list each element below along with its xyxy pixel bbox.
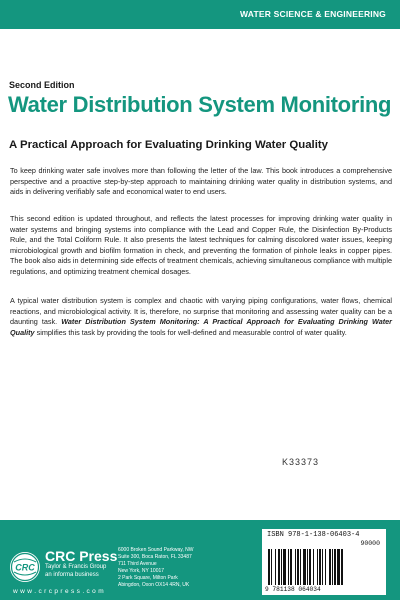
address-line: Suite 300, Boca Raton, FL 33487 [118,554,192,561]
description-paragraph-1: To keep drinking water safe involves more than following the letter of the law. This book introduces a comprehensive perspective and a proactive step-by-step approach to maintaining drinking water quality in distribution systems, and aids in delivering verifiably safe and economical water to end users. [10,166,392,197]
series-name: WATER SCIENCE & ENGINEERING [240,9,386,19]
barcode-stripe [337,549,340,585]
barcode-stripe [290,549,292,585]
top-color-band [0,0,400,29]
barcode-stripe [307,549,308,585]
paragraph-3-book-title: Water Distribution System Monitoring: A Practical Approach for Evaluating Drinking Water Quality [10,317,392,337]
address-line: 2 Park Square, Milton Park [118,575,178,582]
isbn-text: ISBN 978-1-138-06403-4 [267,531,360,539]
publisher-group: Taylor & Francis Group [45,564,107,570]
publisher-informa: an informa business [45,572,99,578]
paragraph-3-end: simplifies this task by providing the tools for well-defined and measurable control of water quality. [34,327,347,337]
barcode-bars [266,549,382,585]
description-paragraph-2: This second edition is updated throughout, and reflects the latest processes for improving drinking water quality in water systems and bringing systems into compliance with the Lead and Copper Rule, the Disinfection By-Products Rule, and the Total Coliform Rule. It also presents the latest techniques for calming discolored water issues, keeping microbiological growth and biofilm formation in check, and preventing the formation of pinhole leaks in copper pipes. The book also aids in determining side effects of treatment chemicals, achieving simultaneous compliance with multiple regulations, and optimizing treatment chemical dosages. [10,214,392,276]
publisher-name: CRC Press [45,548,118,564]
barcode-stripe [300,549,301,585]
barcode-stripe [332,549,333,585]
barcode-number: 9 781138 064034 [265,586,321,593]
barcode-stripe [271,549,272,585]
svg-text:CRC: CRC [15,562,35,573]
barcode-panel [262,529,386,595]
paragraph-3-start: A typical water distribution system is complex and chaotic with varying piping configurations, water flows, chemical reactions, and microbiological activity. It is, therefore, no surprise that monitoring and assessing water quality can be a daunting task. [10,296,392,327]
address-line: 711 Third Avenue [118,561,157,568]
crc-logo-icon [10,552,40,582]
barcode-stripe [275,549,276,585]
publisher-addresses [118,547,194,590]
barcode-stripe [288,549,289,585]
barcode-stripe [313,549,314,585]
barcode-stripe [281,549,282,585]
description-paragraph-3 [10,296,392,338]
publisher-url[interactable]: w w w . c r c p r e s s . c o m [13,588,104,595]
barcode-stripe [319,549,321,585]
address-line: New York, NY 10017 [118,568,165,575]
barcode-stripe [341,549,343,585]
edition-label: Second Edition [9,80,75,90]
barcode-stripe [334,549,336,585]
barcode-stripe [322,549,323,585]
address-line: Abingdon, Oxon OX14 4RN, UK [118,582,190,589]
barcode-stripe [317,549,318,585]
barcode-stripe [295,549,296,585]
book-subtitle: A Practical Approach for Evaluating Drinking Water Quality [9,139,328,151]
book-title: Water Distribution System Monitoring [8,92,392,117]
catalog-code: K33373 [282,457,320,467]
barcode-stripe [325,549,326,585]
barcode-stripe [283,549,286,585]
address-line: 6000 Broken Sound Parkway, NW [118,547,194,553]
price-code: 90000 [360,540,380,547]
barcode-stripe [303,549,306,585]
barcode-stripe [268,549,270,585]
barcode-stripe [329,549,331,585]
barcode-stripe [278,549,280,585]
barcode-stripe [309,549,311,585]
barcode-stripe [297,549,299,585]
